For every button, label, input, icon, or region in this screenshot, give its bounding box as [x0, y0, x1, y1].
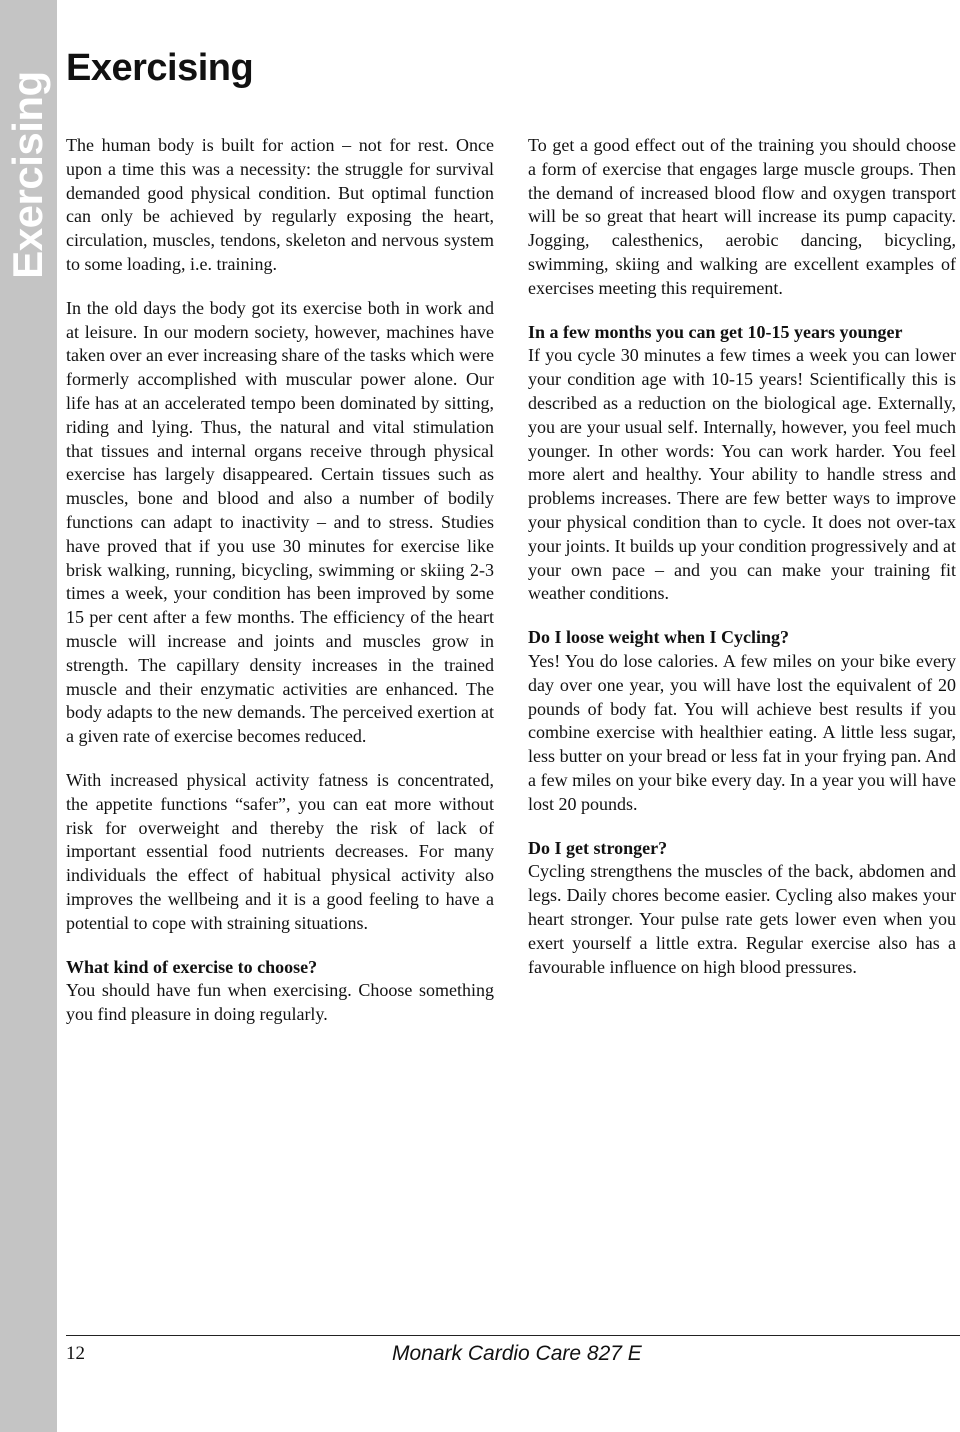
right-paragraph-4: Cycling strengthens the muscles of the back, abdomen and legs. Daily chores become easier. Cycling also makes your heart stronger. Your pulse rate gets lower even when you exert yourself a little extra. Regular exercise also has a favourable influence on high blood pressures. — [528, 861, 956, 977]
product-name: Monark Cardio Care 827 E — [392, 1342, 642, 1365]
left-paragraph-3: With increased physical activity fatness is concentrated, the appetite functions “safer”, you can eat more without risk for overweight and thereby the risk of lack of important essential food nutrients decreases. For many individuals the effect of habitual physical activity also improves the wellbeing and it is a good feeling to have a potential to cope with straining situations. — [66, 769, 494, 933]
right-paragraph-1: To get a good effect out of the training you should choose a form of exercise that engages large muscle groups. Then the demand of increased blood flow and oxygen transport will be so great that heart will increase its pump capacity. Jogging, calesthenics, aerobic dancing, bicycling, swimming, skiing and walking are excellent examples of exercises meeting this requirement. — [528, 135, 956, 298]
left-heading-exercise-choice: What kind of exercise to choose? — [66, 956, 318, 977]
right-heading-younger: In a few months you can get 10-15 years younger — [528, 321, 903, 342]
right-heading-weight: Do I loose weight when I Cycling? — [528, 627, 790, 648]
left-paragraph-4: You should have fun when exercising. Choose something you find pleasure in doing regularly. — [66, 980, 494, 1025]
right-column — [528, 134, 956, 979]
right-paragraph-3: Yes! You do lose calories. A few miles on your bike every day over one year, you will have lost the equivalent of 20 pounds of body fat. You will achieve best results if you combine exercise with healthier eating. A little less sugar, less butter on your bread or less fat in your frying pan. And a few miles on your bike every day. In a year you will have lost 20 pounds. — [528, 650, 956, 814]
left-column — [66, 134, 494, 1027]
section-side-tab — [0, 0, 57, 1432]
left-paragraph-1: The human body is built for action – not for rest. Once upon a time this was a necessity: the struggle for survival demanded good physical condition. But optimal function can only be achieved by regularly exposing the heart, circulation, muscles, tendons, skeleton and nervous system to some loading, i.e. training. — [66, 135, 494, 274]
left-paragraph-2: In the old days the body got its exercise both in work and at leisure. In our modern society, however, machines have taken over an ever increasing share of the tasks which were formerly accomplished with muscular power alone. Our life has at an accelerated tempo been dominated by sitting, riding and lying. Thus, the natural and vital stimulation that tissues and internal organs receive through physical exercise has largely disappeared. Certain tissues such as muscles, bone and blood and also a number of bodily functions can adapt to inactivity – and to stress. Studies have proved that if you use 30 minutes for exercise like brisk walking, running, bicycling, swimming or skiing 2-3 times a week, your condition has been improved by some 15 per cent after a few months. The efficiency of the heart muscle will increase and joints and muscles grow in strength. The capillary density increases in the trained muscle and their enzymatic activities are enhanced. The body adapts to the new demands. The perceived exertion at a given rate of exercise becomes reduced. — [66, 297, 494, 747]
side-tab-label: Exercising — [4, 71, 51, 279]
page-title: Exercising — [66, 47, 254, 89]
footer-divider — [66, 1335, 960, 1336]
right-heading-stronger: Do I get stronger? — [528, 837, 668, 858]
right-paragraph-2: If you cycle 30 minutes a few times a week you can lower your condition age with 10-15 years! Scientifically this is described as a reduction on the biological age. Externally, you are your usual self. Internally, however, you feel much younger. In other words: You can work harder. You feel more alert and healthy. Your ability to handle stress and problems increases. There are few better ways to improve your physical condition than to cycle. It does not over-tax your joints. It builds up your condition progressively and at your own pace – and you can make your training fit weather conditions. — [528, 345, 956, 604]
page-number: 12 — [66, 1343, 85, 1364]
